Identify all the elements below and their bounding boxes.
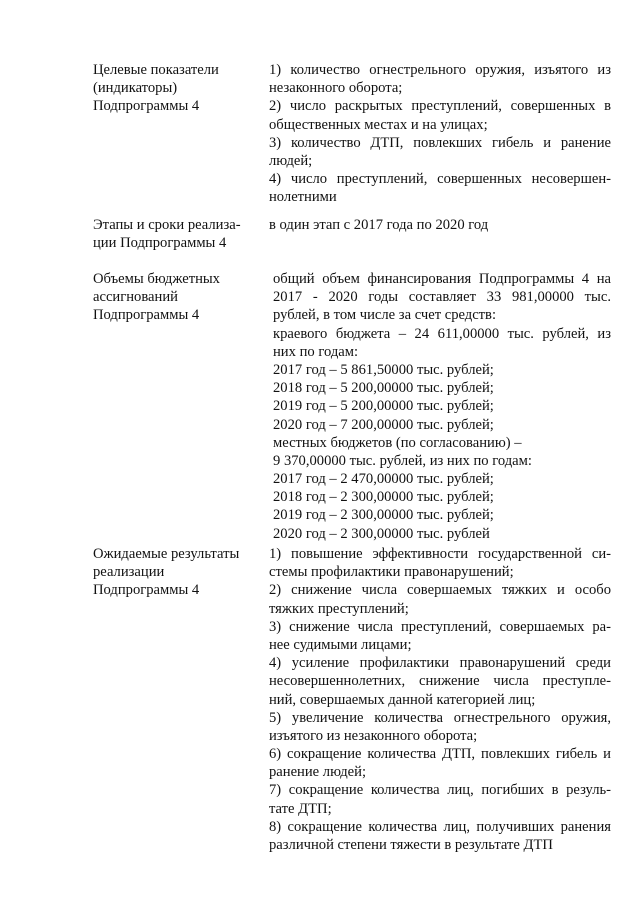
value-line: рублей, в том числе за счет средств: <box>273 307 497 324</box>
value-line: 5) увеличение количества огнестрельного оружия, <box>269 709 611 726</box>
row-label <box>93 545 263 600</box>
label-line: Этапы и сроки реализа- <box>93 217 241 233</box>
value-line: несовершеннолетних, снижение числа преступле- <box>269 673 611 690</box>
value-line: людей; <box>269 152 313 169</box>
value-line: 2017 - 2020 годы составляет 33 981,00000 тыс. <box>273 289 611 306</box>
value-line: 2018 год – 5 200,00000 тыс. рублей; <box>273 380 494 397</box>
value-line: в один этап с 2017 года по 2020 год <box>269 217 489 233</box>
value-line: 2019 год – 2 300,00000 тыс. рублей; <box>273 507 494 524</box>
value-line: 2) снижение числа совершаемых тяжких и особо <box>269 582 611 599</box>
label-line: ассигнований <box>93 289 178 306</box>
value-line: тате ДТП; <box>269 800 332 817</box>
value-line: 1) количество огнестрельного оружия, изъятого из <box>269 62 611 78</box>
label-line: Подпрограммы 4 <box>93 582 200 599</box>
value-line: нее судимыми лицами; <box>269 636 412 653</box>
row-label <box>93 61 263 116</box>
value-line: 3) снижение числа преступлений, совершаемых ра- <box>269 618 611 635</box>
label-line: реализации <box>93 564 165 581</box>
value-line: 2020 год – 2 300,00000 тыс. рублей <box>273 525 490 542</box>
value-line: ний, совершаемых данной категорией лиц; <box>269 691 536 708</box>
value-line: 6) сокращение количества ДТП, повлекших гибель и <box>269 746 611 763</box>
label-line: Объемы бюджетных <box>93 271 220 287</box>
value-line: 4) число преступлений, совершенных несовершен- <box>269 171 611 188</box>
row-value <box>269 216 611 234</box>
value-line: краевого бюджета – 24 611,00000 тыс. рублей, из <box>273 325 611 342</box>
value-line: 4) усиление профилактики правонарушений среди <box>269 655 611 672</box>
label-line: ции Подпрограммы 4 <box>93 235 227 252</box>
value-line: незаконного оборота; <box>269 80 403 97</box>
value-line: 3) количество ДТП, повлекших гибель и ранение <box>269 134 611 151</box>
label-line: Ожидаемые результаты <box>93 546 240 562</box>
row-value <box>273 270 611 543</box>
label-line: Подпрограммы 4 <box>93 307 200 324</box>
value-line: 2020 год – 7 200,00000 тыс. рублей; <box>273 416 494 433</box>
row-label <box>93 270 263 325</box>
row-value <box>269 545 611 854</box>
value-line: различной степени тяжести в результате ДТП <box>269 837 553 853</box>
value-line: 2018 год – 2 300,00000 тыс. рублей; <box>273 489 494 506</box>
value-line: 1) повышение эффективности государственной си- <box>269 546 611 562</box>
value-line: общественных местах и на улицах; <box>269 116 488 133</box>
value-line: 2017 год – 2 470,00000 тыс. рублей; <box>273 471 494 488</box>
row-label <box>93 216 263 252</box>
value-line: 2) число раскрытых преступлений, совершенных в <box>269 98 611 115</box>
value-line: 9 370,00000 тыс. рублей, из них по годам: <box>273 452 532 469</box>
value-line: общий объем финансирования Подпрограммы 4 на <box>273 271 611 287</box>
label-line: (индикаторы) <box>93 80 178 97</box>
label-line: Целевые показатели <box>93 62 219 78</box>
value-line: нолетними <box>269 189 337 206</box>
value-line: 7) сокращение количества лиц, погибших в резуль- <box>269 782 611 799</box>
value-line: ранение людей; <box>269 764 367 781</box>
value-line: местных бюджетов (по согласованию) – <box>273 434 522 451</box>
label-line: Подпрограммы 4 <box>93 98 200 115</box>
value-line: стемы профилактики правонарушений; <box>269 564 514 581</box>
value-line: изъятого из незаконного оборота; <box>269 727 478 744</box>
value-line: 2017 год – 5 861,50000 тыс. рублей; <box>273 361 494 378</box>
row-value <box>269 61 611 207</box>
value-line: них по годам: <box>273 343 359 360</box>
value-line: тяжких преступлений; <box>269 600 409 617</box>
value-line: 2019 год – 5 200,00000 тыс. рублей; <box>273 398 494 415</box>
value-line: 8) сокращение количества лиц, получивших ранения <box>269 818 611 835</box>
